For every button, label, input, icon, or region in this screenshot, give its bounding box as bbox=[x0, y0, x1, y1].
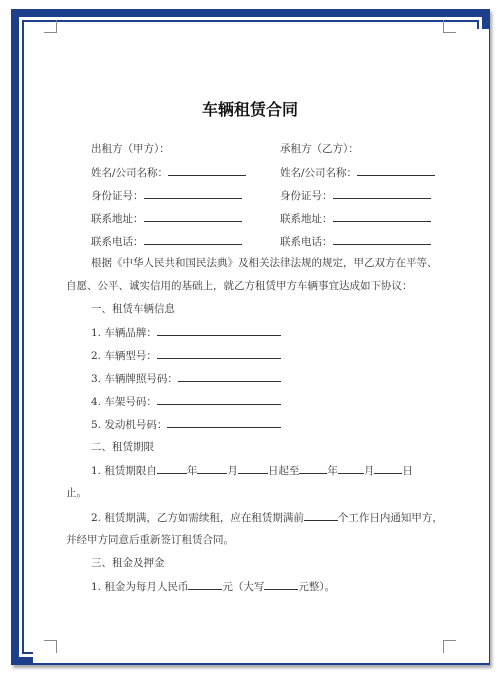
blank-notice-days[interactable] bbox=[304, 510, 338, 521]
field-label: 联系电话： bbox=[91, 236, 144, 248]
lessee-phone-field[interactable] bbox=[280, 234, 431, 249]
section-3-heading: 三、租金及押金 bbox=[91, 557, 165, 569]
month-label: 月 bbox=[363, 465, 375, 477]
field-label: 联系地址： bbox=[91, 213, 144, 225]
blank-line[interactable] bbox=[157, 394, 281, 405]
blank-rent-amount[interactable] bbox=[188, 579, 222, 590]
blank-start-month[interactable] bbox=[197, 463, 227, 474]
blank-end-day[interactable] bbox=[374, 463, 402, 474]
field-label: 4. 车架号码： bbox=[91, 396, 157, 408]
field-label: 姓名/公司名称： bbox=[280, 167, 358, 179]
crop-mark-top-right bbox=[443, 20, 456, 33]
field-label: 身份证号： bbox=[91, 190, 144, 202]
clause-text: 元整）。 bbox=[298, 581, 336, 593]
day-label: 日 bbox=[402, 465, 413, 477]
crop-mark-bottom-right bbox=[443, 640, 456, 653]
month-label: 月 bbox=[227, 465, 238, 477]
lessor-name-field[interactable] bbox=[91, 165, 246, 180]
lessee-name-field[interactable] bbox=[280, 165, 435, 180]
lessor-label: 出租方（甲方）： bbox=[91, 143, 170, 155]
blank-start-day[interactable] bbox=[238, 463, 268, 474]
crop-mark-bottom-left bbox=[44, 640, 57, 653]
year-label: 年 bbox=[186, 465, 198, 477]
blank-line[interactable] bbox=[357, 165, 435, 176]
blank-line[interactable] bbox=[144, 211, 242, 222]
day-label: 日起至 bbox=[267, 465, 300, 477]
rent-clause[interactable] bbox=[91, 579, 335, 594]
lessor-phone-field[interactable] bbox=[91, 234, 242, 249]
blank-line[interactable] bbox=[144, 188, 242, 199]
vehicle-brand-field[interactable] bbox=[91, 325, 281, 340]
field-label: 3. 车辆牌照号码： bbox=[91, 373, 178, 385]
lease-term-clause[interactable] bbox=[91, 463, 413, 478]
field-label: 联系地址： bbox=[280, 213, 333, 225]
lessor-id-field[interactable] bbox=[91, 188, 242, 203]
document-title: 车辆租赁合同 bbox=[201, 100, 298, 119]
lessor-address-field[interactable] bbox=[91, 211, 242, 226]
lease-term-end: 止。 bbox=[66, 487, 87, 499]
clause-text: 1. 租赁期限自 bbox=[91, 465, 157, 477]
section-2-heading: 二、租赁期限 bbox=[91, 441, 154, 453]
blank-line[interactable] bbox=[157, 348, 281, 359]
lessee-id-field[interactable] bbox=[280, 188, 431, 203]
field-label: 联系电话： bbox=[280, 236, 333, 248]
blank-line[interactable] bbox=[144, 234, 242, 245]
blank-start-year[interactable] bbox=[157, 463, 187, 474]
crop-mark-top-left bbox=[44, 20, 57, 33]
engine-number-field[interactable] bbox=[91, 417, 281, 432]
frame-number-field[interactable] bbox=[91, 394, 281, 409]
blank-line[interactable] bbox=[333, 234, 431, 245]
blank-line[interactable] bbox=[178, 371, 281, 382]
vehicle-model-field[interactable] bbox=[91, 348, 281, 363]
plate-number-field[interactable] bbox=[91, 371, 281, 386]
preamble-line-2: 自愿、公平、诚实信用的基础上，就乙方租赁甲方车辆事宜达成如下协议： bbox=[66, 280, 413, 292]
lessee-label: 承租方（乙方）： bbox=[280, 143, 359, 155]
blank-line[interactable] bbox=[157, 325, 281, 336]
preamble-line-1: 根据《中华人民共和国民法典》及相关法律法规的规定，甲乙双方在平等、 bbox=[91, 257, 438, 269]
blank-end-month[interactable] bbox=[338, 463, 364, 474]
field-label: 身份证号： bbox=[280, 190, 333, 202]
field-label: 2. 车辆型号： bbox=[91, 350, 157, 362]
blank-line[interactable] bbox=[333, 211, 431, 222]
blank-end-year[interactable] bbox=[299, 463, 327, 474]
year-label: 年 bbox=[327, 465, 338, 477]
field-label: 5. 发动机号码： bbox=[91, 419, 168, 431]
blank-line[interactable] bbox=[168, 165, 246, 176]
renewal-clause-line-2: 并经甲方同意后重新签订租赁合同。 bbox=[66, 534, 234, 546]
blank-line[interactable] bbox=[167, 417, 281, 428]
clause-text: 1. 租金为每月人民币 bbox=[91, 581, 189, 593]
field-label: 1. 车辆品牌： bbox=[91, 327, 157, 339]
renewal-clause[interactable] bbox=[91, 510, 443, 525]
clause-text: 元（大写 bbox=[222, 581, 265, 593]
clause-text: 2. 租赁期满，乙方如需续租，应在租赁期满前 bbox=[91, 512, 304, 524]
lessee-address-field[interactable] bbox=[280, 211, 431, 226]
blank-line[interactable] bbox=[333, 188, 431, 199]
clause-text: 个工作日内通知甲方， bbox=[337, 512, 443, 524]
field-label: 姓名/公司名称： bbox=[91, 167, 169, 179]
blank-rent-uppercase[interactable] bbox=[264, 579, 298, 590]
section-1-heading: 一、租赁车辆信息 bbox=[91, 303, 175, 315]
